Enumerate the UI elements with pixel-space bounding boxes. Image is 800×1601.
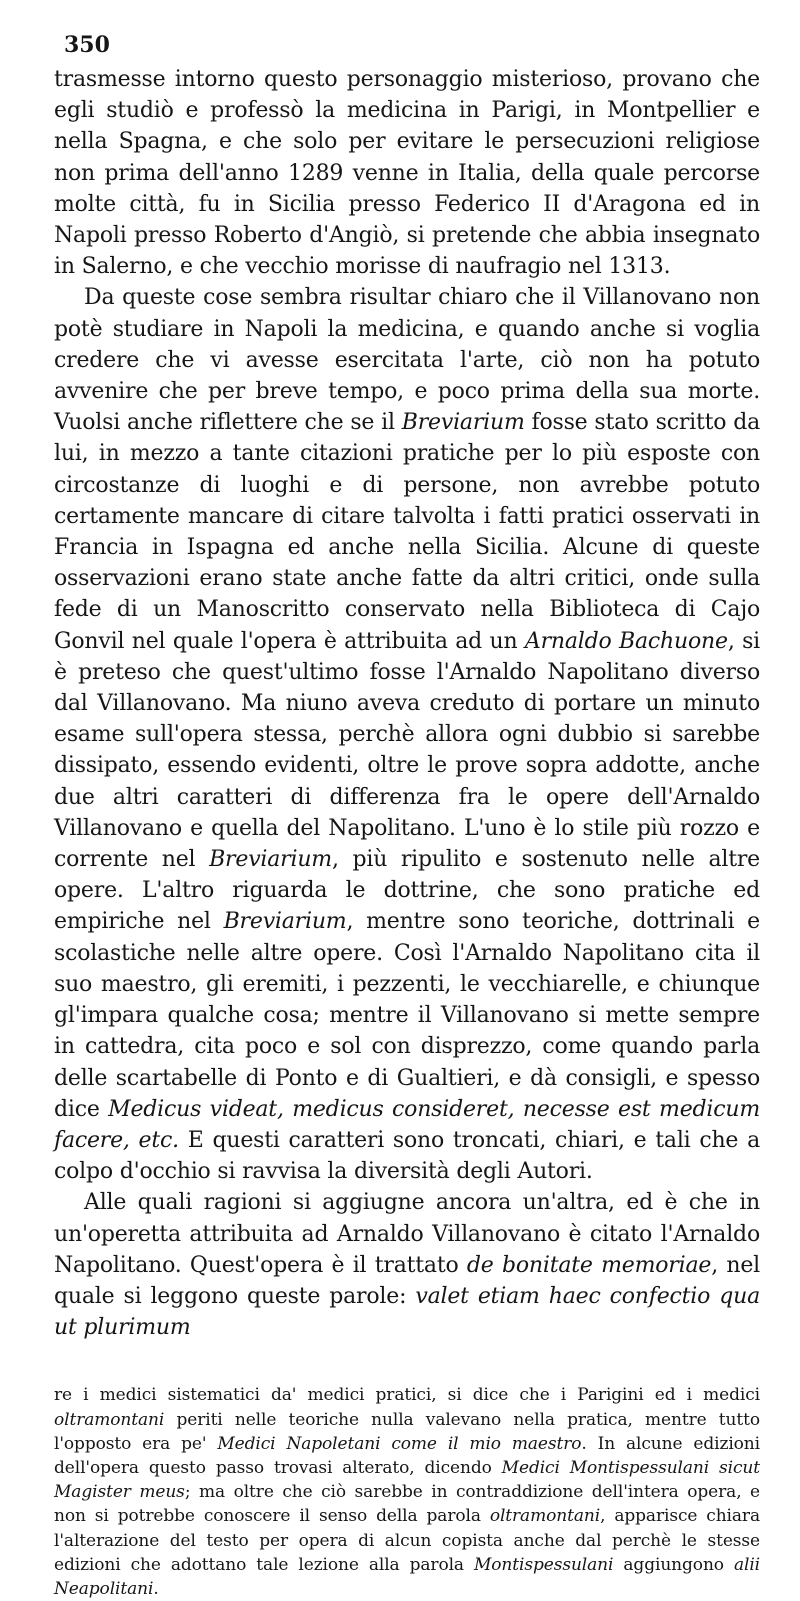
text-run: , nel quale si leggono queste parole:	[54, 1252, 760, 1309]
italic-run: Medici Napoletani come il mio maestro	[217, 1433, 582, 1454]
text-run: aggiungono	[613, 1554, 734, 1575]
footnote	[54, 1383, 760, 1601]
footnote-text	[54, 1383, 760, 1601]
text-run: E questi caratteri sono troncati, chiari, e tali che a colpo d'occhio si ravvisa la diversità degli Autori.	[54, 1127, 760, 1185]
text-run: , mentre sono teoriche, dottrinali e scolastiche nelle altre opere. Così l'Arnaldo Napolitano cita il suo maestro, gli eremiti, i pezzenti, le vecchiarelle, e chiunque gl'impara qualche cosa; mentre il Villanovano si mette sempre in cattedra, cita poco e sol con disprezzo, come quando parla delle scartabelle di Ponto e di Gualtieri, e dà consigli, e spesso dice	[54, 909, 760, 1122]
italic-run: Arnaldo Bachuone	[524, 628, 728, 654]
italic-run: Montispessulani	[473, 1554, 614, 1575]
paragraph-3	[54, 1187, 760, 1343]
italic-run: Medicus videat, medicus consideret, necesse est medicum facere, etc.	[54, 1096, 760, 1153]
text-run: Da queste cose sembra risultar chiaro che il Villanovano non potè studiare in Napoli la medicina, e quando anche si voglia credere che vi avesse esercitata l'arte, ciò non ha potuto avvenire che per breve tempo, e poco prima della sua morte. Vuolsi anche riflettere che se il	[54, 285, 760, 436]
italic-run: Breviarium	[401, 410, 525, 436]
italic-run: Breviarium	[209, 847, 332, 873]
italic-run: Breviarium	[223, 909, 347, 935]
text-run: Alle quali ragioni si aggiugne ancora un'altra, ed è che in un'operetta attribuita ad Arnaldo Villanovano è citato l'Arnaldo Napolitano. Quest'opera è il trattato	[54, 1190, 760, 1278]
italic-run: oltramontani	[54, 1409, 165, 1430]
text-run: re i medici sistematici da' medici pratici, si dice che i Parigini ed i medici	[54, 1385, 760, 1406]
text-run: , più ripulito e sostenuto nelle altre opere. L'altro riguarda le dottrine, che sono pratiche ed empiriche nel	[54, 847, 760, 935]
text-run: fosse stato scritto da lui, in mezzo a tante citazioni pratiche per lo più esposte con circostanze di luoghi e di persone, non avrebbe potuto certamente mancare di citare talvolta i fatti pratici osservati in Francia in Ispagna ed anche nella Sicilia. Alcune di queste osservazioni erano state anche fatte da altri critici, onde sulla fede di un Manoscritto conservato nella Biblioteca di Cajo Gonvil nel quale l'opera è attribuita ad un	[54, 410, 761, 654]
text-run: . In alcune edizioni dell'opera questo passo trovasi alterato, dicendo	[54, 1433, 760, 1478]
text-run: .	[153, 1578, 159, 1599]
text-run: ; ma oltre che ciò sarebbe in contraddizione dell'intera opera, e non si potrebbe conoscere il senso della parola	[54, 1482, 761, 1527]
italic-run: valet etiam haec confectio qua ut plurimum	[54, 1283, 760, 1341]
paragraph-1: trasmesse intorno questo personaggio misterioso, provano che egli studiò e professò la medicina in Parigi, in Montpellier e nella Spagna, e che solo per evitare le persecuzioni religiose non prima dell'anno 1289 venne in Italia, della quale percorse molte città, fu in Sicilia presso Federico II d'Aragona ed in Napoli presso Roberto d'Angiò, si pretende che abbia insegnato in Salerno, e che vecchio morisse di naufragio nel 1313.	[54, 67, 760, 280]
italic-run: de bonitate memoriae	[466, 1252, 712, 1278]
page-number: 350	[64, 32, 110, 58]
italic-run: alii Neapolitani	[54, 1554, 760, 1599]
section-gap	[54, 1343, 760, 1383]
italic-run: oltramontani	[489, 1506, 601, 1527]
text-run: , apparisce chiara l'alterazione del testo per opera di alcun copista anche dal perchè le stesse edizioni che adottano tale lezione alla parola	[54, 1506, 760, 1575]
paragraph-2	[54, 282, 760, 1187]
main-text	[54, 64, 760, 1343]
italic-run: Medici Montispessulani sicut Magister meus	[54, 1457, 760, 1503]
text-run: periti nelle teoriche nulla valevano nella pratica, mentre tutto l'opposto era pe'	[54, 1409, 760, 1454]
text-run: , si è preteso che quest'ultimo fosse l'Arnaldo Napolitano diverso dal Villanovano. Ma niuno aveva creduto di portare un minuto esame sull'opera stessa, perchè allora ogni dubbio si sarebbe dissipato, essendo evidenti, oltre le prove sopra addotte, anche due altri caratteri di differenza fra le opere dell'Arnaldo Villanovano e quella del Napolitano. L'uno è lo stile più rozzo e corrente nel	[54, 628, 761, 873]
